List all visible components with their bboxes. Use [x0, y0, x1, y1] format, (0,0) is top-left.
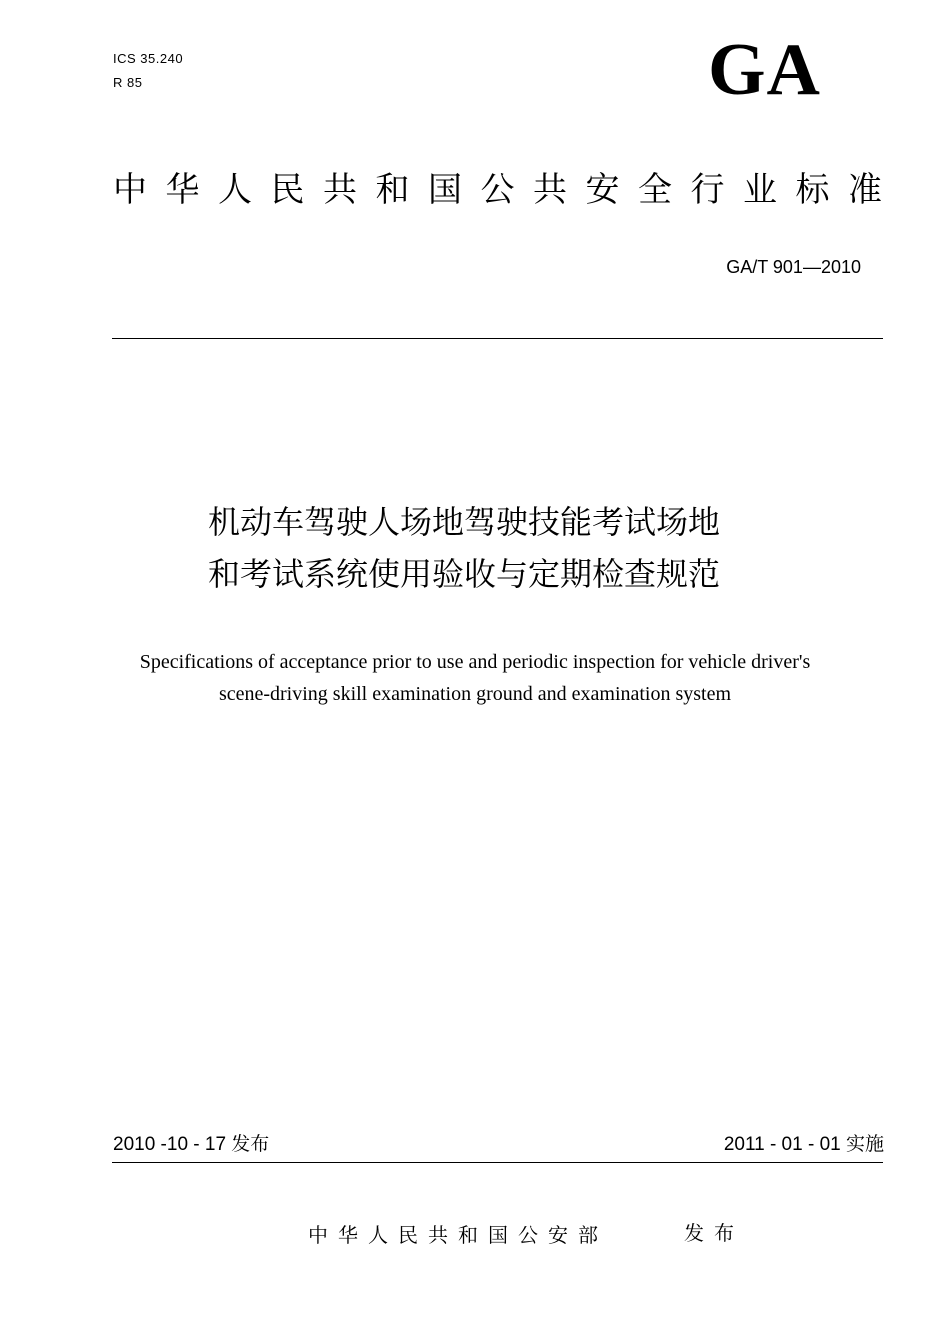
title-chinese — [0, 496, 950, 600]
bottom-divider — [112, 1162, 883, 1163]
publisher: 中华人民共和国公安部 — [308, 1223, 608, 1247]
standard-name: 中华人民共和国公共安全行业标准 — [113, 170, 901, 210]
ics-code: ICS 35.240 — [113, 51, 184, 66]
issue-date: 2010 -10 - 17 发布 — [113, 1134, 270, 1155]
title-chinese-line-2: 和考试系统使用验收与定期检查规范 — [207, 555, 720, 593]
title-chinese-line-1: 机动车驾驶人场地驾驶技能考试场地 — [207, 503, 720, 541]
title-english-line-1: Specifications of acceptance prior to use and periodic inspection for vehicle driver's — [139, 651, 811, 673]
standard-number: GA/T 901—2010 — [726, 257, 861, 277]
publish-label: 发布 — [684, 1221, 744, 1245]
ga-logo: GA — [708, 29, 821, 111]
implementation-date: 2011 - 01 - 01 实施 — [723, 1134, 884, 1155]
title-english-line-2: scene-driving skill examination ground and examination system — [218, 683, 732, 705]
classification-code: R 85 — [113, 75, 143, 90]
top-divider — [112, 338, 883, 339]
title-english — [0, 646, 950, 710]
